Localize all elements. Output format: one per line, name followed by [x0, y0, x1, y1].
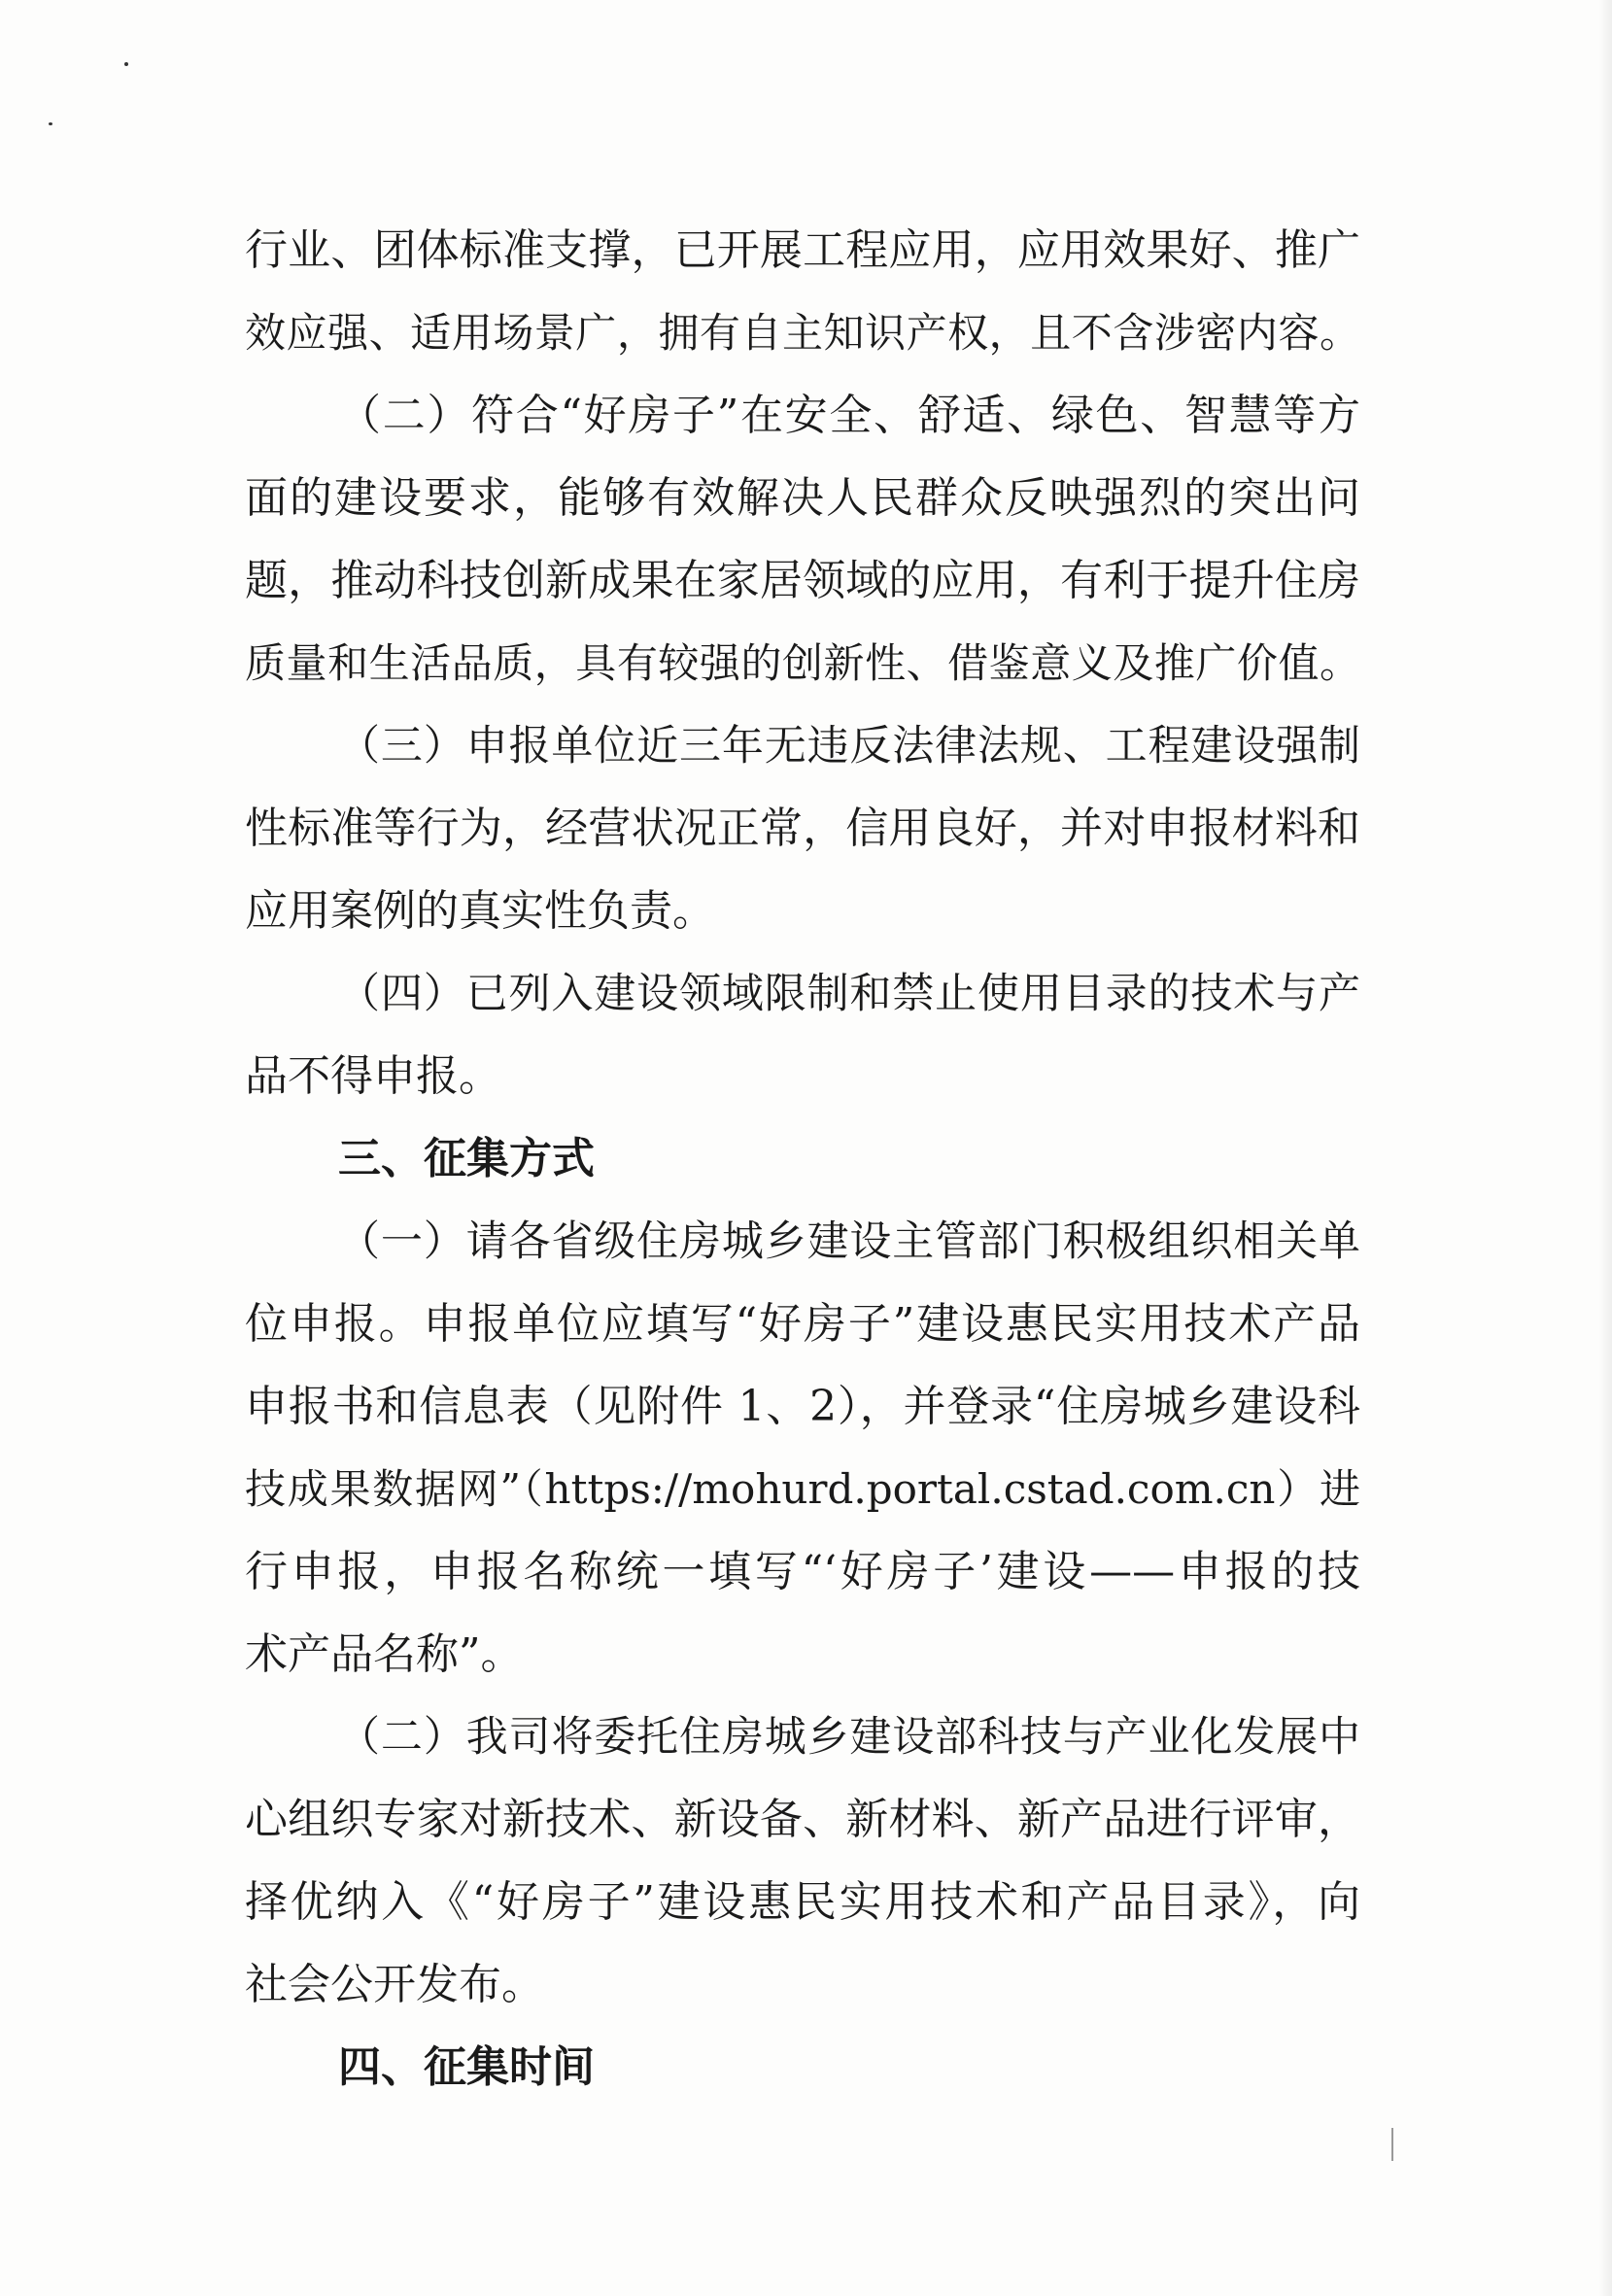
scan-speck	[124, 62, 128, 66]
page-edge-shadow	[1598, 0, 1612, 2296]
paragraph-end-line: 品不得申报。	[245, 1051, 501, 1101]
body-line: 位申报。申报单位应填写“好房子”建设惠民实用技术产品	[245, 1299, 1360, 1349]
section-heading: 三、征集方式	[338, 1134, 595, 1183]
paragraph-start-line: （三）申报单位近三年无违反法律法规、工程建设强制	[338, 722, 1360, 771]
paragraph-end-line: 社会公开发布。	[245, 1960, 544, 2009]
body-line: 题，推动科技创新成果在家居领域的应用，有利于提升住房	[245, 556, 1360, 605]
body-line-with-url: 技成果数据网”（https://mohurd.portal.cstad.com.cn）进	[245, 1465, 1360, 1513]
scan-speck	[49, 122, 52, 125]
paragraph-end-line: 应用案例的真实性负责。	[245, 886, 715, 936]
body-line: 质量和生活品质，具有较强的创新性、借鉴意义及推广价值。	[245, 639, 1360, 687]
section-heading: 四、征集时间	[338, 2042, 595, 2092]
body-line: 效应强、适用场景广，拥有自主知识产权，且不含涉密内容。	[245, 309, 1360, 357]
body-line: 择优纳入《“好房子”建设惠民实用技术和产品目录》，向	[245, 1877, 1360, 1927]
paragraph-start-line: （一）请各省级住房城乡建设主管部门积极组织相关单	[338, 1217, 1360, 1266]
body-line: 行业、团体标准支撑，已开展工程应用，应用效果好、推广	[245, 225, 1360, 275]
body-line: 行申报，申报名称统一填写“‘好房子’建设——申报的技	[245, 1547, 1360, 1596]
body-line: 面的建设要求，能够有效解决人民群众反映强烈的突出问	[245, 473, 1360, 523]
paragraph-end-line: 术产品名称”。	[245, 1629, 524, 1679]
paragraph-start-line: （二）我司将委托住房城乡建设部科技与产业化发展中	[338, 1713, 1360, 1762]
body-line: 申报书和信息表（见附件 1、2），并登录“住房城乡建设科	[245, 1382, 1360, 1431]
scan-margin-mark	[1391, 2128, 1393, 2161]
paragraph-start-line: （二）符合“好房子”在安全、舒适、绿色、智慧等方	[338, 391, 1360, 440]
body-line: 心组织专家对新技术、新设备、新材料、新产品进行评审，	[245, 1795, 1360, 1844]
paragraph-start-line: （四）已列入建设领域限制和禁止使用目录的技术与产	[338, 970, 1360, 1018]
body-line: 性标准等行为，经营状况正常，信用良好，并对申报材料和	[245, 804, 1360, 853]
